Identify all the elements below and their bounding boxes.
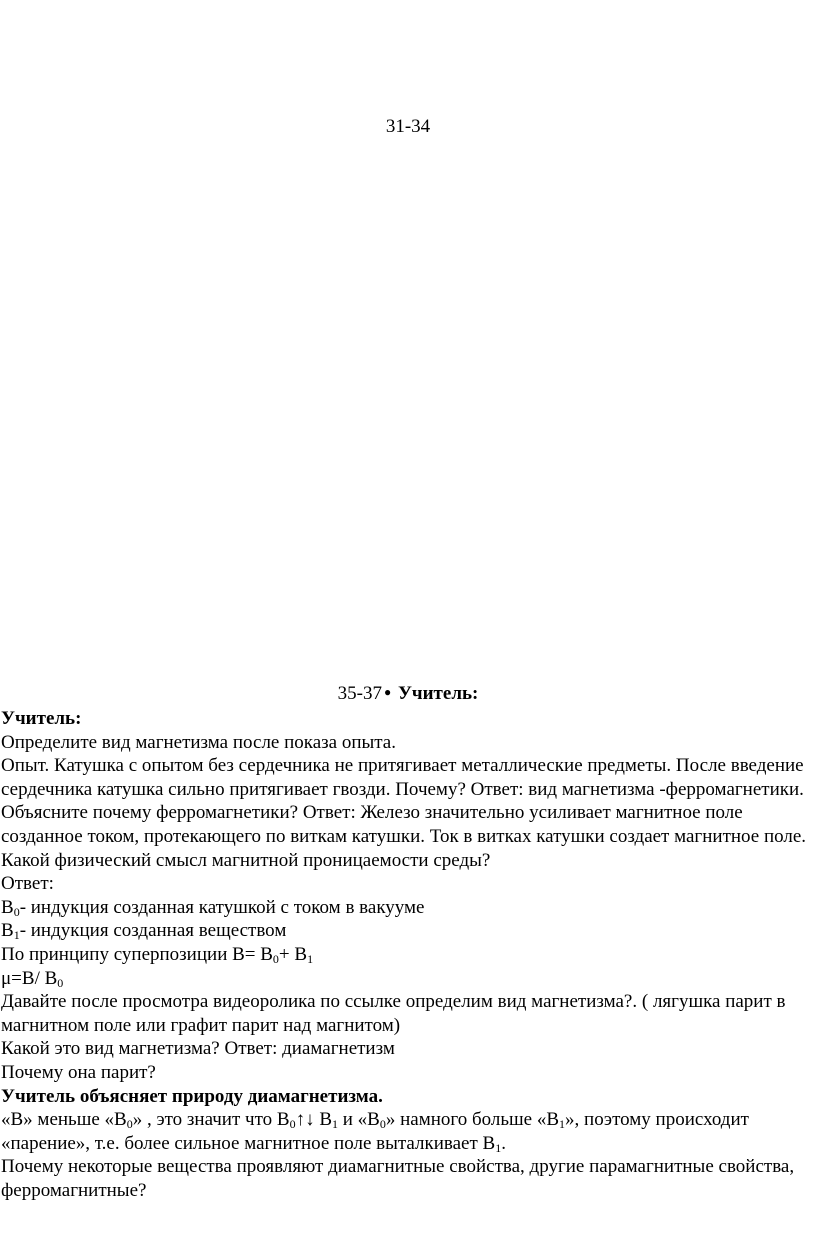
section-heading-label: Учитель: [397, 683, 479, 704]
paragraph-last-question: Почему некоторые вещества проявляют диамагнитные свойства, другие парамагнитные свойства, ферромагнитные? [1, 1156, 795, 1201]
teacher-label: Учитель: [1, 708, 82, 729]
line-b1: $B_1-$ индукция созданная веществом [1, 920, 287, 943]
section-heading [0, 683, 816, 705]
bullet-icon: ● [383, 685, 392, 699]
line-mu: μ=B/ $B_0$ [1, 967, 64, 990]
paragraph-explain: Объясните почему ферромагнетики? Ответ: Железо значительно усиливает магнитное поле созданное током, протекающего по виткам катушки. Ток в витках катушки создает магнитное поле. [1, 802, 807, 847]
slide-ref: 35-37 [337, 683, 382, 704]
paragraph-answer: Ответ: [1, 873, 54, 895]
line-superposition: По принципу суперпозиции $B= B_0+ B_1$ [1, 943, 314, 966]
document-body [1, 707, 813, 1202]
paragraph-why-float: Почему она парит? [1, 1061, 156, 1083]
paragraph-define: Определите вид магнетизма после показа опыта. [1, 731, 396, 753]
paragraph-diamagnetism: «B» меньше «$B_0$» , это значит что $B_0↑↓$ $B_1$ и «$B_0$» намного больше «$B_1$», поэтому происходит «парение», т.е. более сильное магнитное поле выталкивает $B_1$. [1, 1109, 749, 1155]
teacher-explains: Учитель объясняет природу диамагнетизма. [1, 1085, 383, 1107]
paragraph-experiment: Опыт. Катушка с опытом без сердечника не притягивает металлические предметы. После введение сердечника катушка сильно притягивает гвозди. Почему? Ответ: вид магнетизма -ферромагнетики. [1, 755, 804, 800]
line-b0: $B_0-$ индукция созданная катушкой с током в вакууме [1, 896, 425, 919]
slide-ref-top: 31-34 [385, 116, 431, 137]
paragraph-video: Давайте после просмотра видеоролика по ссылке определим вид магнетизма?. ( лягушка парит в магнитном поле или графит парит над магнитом) [1, 991, 786, 1036]
paragraph-question: Какой физический смысл магнитной проницаемости среды? [1, 849, 491, 871]
paragraph-which: Какой это вид магнетизма? Ответ: диамагнетизм [1, 1038, 395, 1060]
